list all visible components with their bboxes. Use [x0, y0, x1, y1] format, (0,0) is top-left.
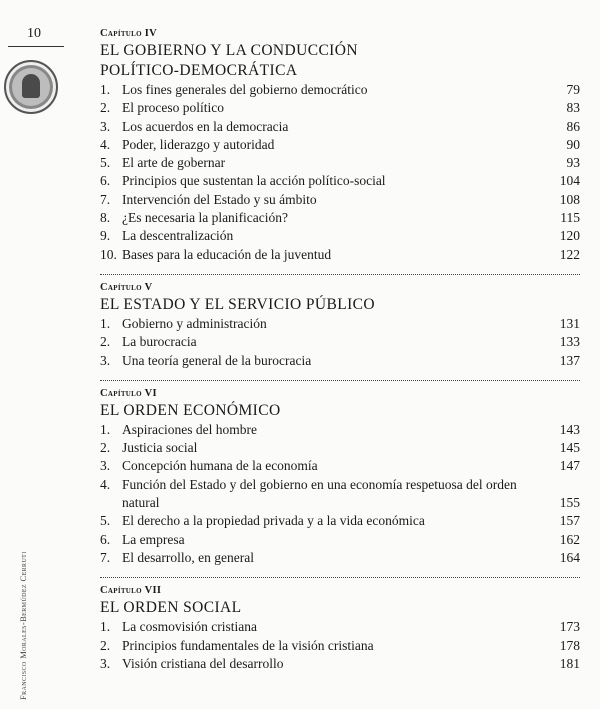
toc-entry-page: 143 — [559, 421, 580, 437]
toc-entry-num: 1. — [100, 421, 111, 437]
toc-entry-page: 83 — [566, 100, 580, 116]
toc-entry-page: 90 — [566, 136, 580, 152]
toc-entry-num: 9. — [100, 228, 111, 244]
toc-entry-title: Concepción humana de la economía — [122, 458, 318, 474]
chapter-label: Capítulo VI — [100, 387, 157, 399]
toc-entry-num: 2. — [100, 100, 111, 116]
toc-entry-num: 1. — [100, 315, 111, 331]
chapter-title: EL ORDEN SOCIAL — [100, 599, 242, 617]
toc-entry-title: Intervención del Estado y su ámbito — [122, 191, 317, 207]
toc-entry — [100, 421, 580, 439]
toc-entry — [100, 136, 580, 154]
toc-entry-num: 3. — [100, 458, 111, 474]
toc-entry-page: 137 — [559, 352, 580, 368]
toc-entry-page: 86 — [566, 118, 580, 134]
toc-entry-page: 173 — [559, 619, 580, 635]
toc-entry-title: El desarrollo, en general — [122, 549, 254, 565]
toc-entry-page: 115 — [560, 210, 580, 226]
toc-entry-page: 120 — [559, 228, 580, 244]
chapter-divider — [100, 380, 580, 381]
toc-entry — [100, 227, 580, 245]
seal-logo — [4, 60, 58, 114]
toc-entry — [100, 655, 580, 673]
toc-entry-title: Justicia social — [122, 440, 198, 456]
toc-entry — [100, 439, 580, 457]
toc-entry-title: El derecho a la propiedad privada y a la vida económica — [122, 513, 425, 529]
toc-entry — [100, 81, 580, 99]
chapter-label: Capítulo VII — [100, 585, 162, 597]
toc-entry-title: La descentralización — [122, 228, 234, 244]
toc-entry-num: 6. — [100, 531, 111, 547]
toc-entry-title: La empresa — [122, 531, 185, 547]
toc-entry-title: Visión cristiana del desarrollo — [122, 655, 284, 671]
chapter-label: Capítulo V — [100, 281, 153, 293]
toc-entry-title: La cosmovisión cristiana — [122, 619, 257, 635]
toc-entry-num: 5. — [100, 513, 111, 529]
toc-entry — [100, 99, 580, 117]
toc-entry-page: 133 — [559, 334, 580, 350]
toc-entry-num: 3. — [100, 352, 111, 368]
toc-entry-page: 122 — [559, 246, 580, 262]
toc-entry-title: El arte de gobernar — [122, 155, 226, 171]
toc-entry-num: 1. — [100, 619, 111, 635]
toc-entry — [100, 549, 580, 567]
toc-entry-page: 108 — [559, 191, 580, 207]
toc-entry-title: La burocracia — [122, 334, 197, 350]
toc-entry — [100, 476, 580, 513]
toc-entry — [100, 531, 580, 549]
toc-entry-title: ¿Es necesaria la planificación? — [122, 210, 289, 226]
toc-entry-num: 10. — [100, 246, 117, 262]
toc-entry-title: Aspiraciones del hombre — [122, 421, 257, 437]
toc-entry-page: 181 — [559, 655, 580, 671]
toc-entry-num: 4. — [100, 476, 111, 492]
toc-entry-title: Poder, liderazgo y autoridad — [122, 136, 275, 152]
toc-entry — [100, 172, 580, 190]
toc-entry-title: Principios que sustentan la acción político-social — [122, 173, 386, 189]
chapter-title: EL ORDEN ECONÓMICO — [100, 401, 281, 419]
toc-entry-page: 155 — [559, 495, 580, 511]
toc-entry — [100, 512, 580, 530]
toc-entry-page: 162 — [559, 531, 580, 547]
chapter-title: POLÍTICO-DEMOCRÁTICA — [100, 62, 298, 79]
toc-entry-num: 2. — [100, 637, 111, 653]
chapter-divider — [100, 274, 580, 275]
toc-entry-page: 79 — [566, 82, 580, 97]
page-number: 10 — [27, 26, 41, 41]
author-side-text: Francisco Morales-Bermúdez Cerruti — [18, 551, 28, 700]
chapter-section — [100, 27, 580, 264]
toc-entry — [100, 457, 580, 475]
toc-entry — [100, 246, 580, 264]
toc-entry-num: 3. — [100, 118, 111, 134]
toc-entry-num: 2. — [100, 440, 111, 456]
toc-entry — [100, 618, 580, 636]
toc-entry-title: Una teoría general de la burocracia — [122, 352, 312, 368]
toc-entry-title: Gobierno y administración — [122, 315, 267, 331]
toc-entry-page: 178 — [559, 637, 580, 653]
toc-entry-title: Los acuerdos en la democracia — [122, 118, 289, 134]
toc-entry-page: 157 — [559, 513, 580, 529]
toc-entry-title: Principios fundamentales de la visión cristiana — [122, 637, 374, 653]
toc-entry-num: 6. — [100, 173, 111, 189]
chapter-title: EL GOBIERNO Y LA CONDUCCIÓN — [100, 42, 358, 59]
toc-entry-num: 2. — [100, 334, 111, 350]
toc-entry-num: 3. — [100, 655, 111, 671]
toc-entry — [100, 191, 580, 209]
toc-entry-title: Función del Estado y del gobierno en una economía respetuosa del orden natural — [122, 476, 517, 511]
toc-entry-num: 5. — [100, 155, 111, 171]
chapter-label: Capítulo IV — [100, 28, 158, 39]
table-of-contents — [100, 27, 580, 673]
toc-entry — [100, 154, 580, 172]
header-rule — [8, 46, 64, 47]
toc-entry-page: 131 — [559, 315, 580, 331]
toc-entry — [100, 637, 580, 655]
chapter-section — [100, 584, 580, 673]
toc-entry-page: 147 — [559, 458, 580, 474]
toc-entry-page: 104 — [559, 173, 580, 189]
toc-entry-num: 7. — [100, 191, 111, 207]
toc-entry-title: Bases para la educación de la juventud — [122, 246, 332, 262]
toc-entry — [100, 118, 580, 136]
toc-entry-page: 164 — [559, 549, 580, 565]
toc-entry-num: 7. — [100, 549, 111, 565]
toc-entry-num: 8. — [100, 210, 111, 226]
toc-entry — [100, 333, 580, 351]
chapter-divider — [100, 577, 580, 578]
toc-entry — [100, 315, 580, 333]
toc-entry-title: Los fines generales del gobierno democrático — [122, 82, 368, 97]
chapter-title: EL ESTADO Y EL SERVICIO PÚBLICO — [100, 295, 375, 313]
toc-entry-title: El proceso político — [122, 100, 224, 116]
chapter-section — [100, 281, 580, 370]
toc-entry-page: 93 — [566, 155, 580, 171]
toc-entry-num: 4. — [100, 136, 111, 152]
toc-entry — [100, 352, 580, 370]
toc-entry — [100, 209, 580, 227]
toc-entry-num: 1. — [100, 82, 111, 97]
toc-entry-page: 145 — [559, 440, 580, 456]
chapter-section — [100, 387, 580, 567]
